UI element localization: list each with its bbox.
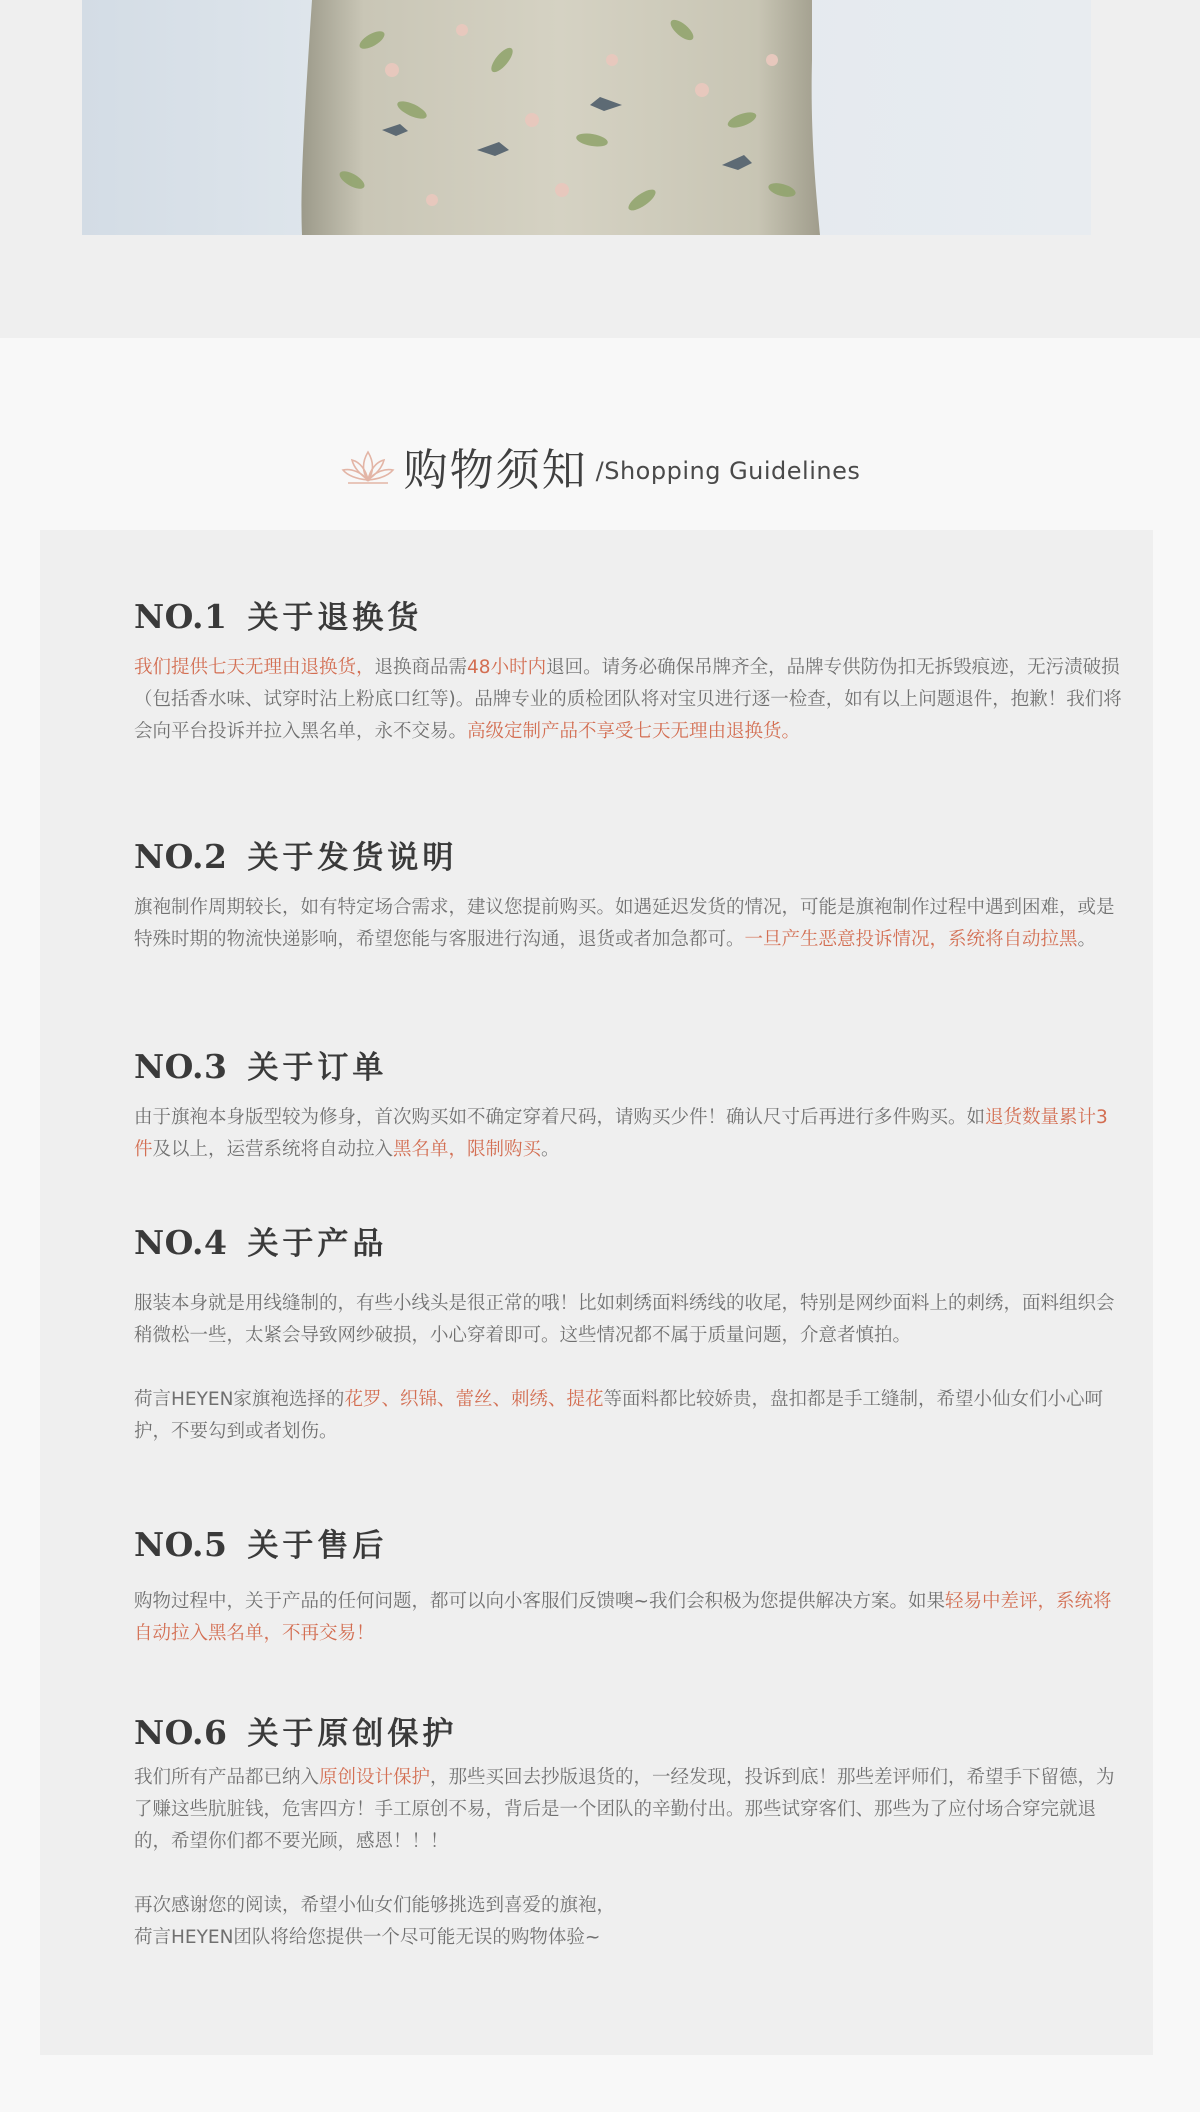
section-heading [134,1520,1124,1566]
highlight-text: 我们提供七天无理由退换货， [134,657,375,678]
section-heading [134,1218,1124,1264]
highlight-text: 花罗、织锦、蕾丝、刺绣、提花 [344,1389,604,1410]
section-title: 关于订单 [247,1050,388,1086]
body-text: 。 [541,1139,560,1160]
section-title: 关于退换货 [247,600,423,636]
body-text: ，那些买回去抄版退货的，一经发现，投诉到底！那些差评师们，希望手下留德，为了赚这些肮脏钱，危害四方！手工原创不易，背后是一个团队的辛勤付出。那些试穿客们、那些为了应付场合穿完就退的，希望你们都不要光顾，感恩！！！ [134,1767,1115,1852]
body-text: 等面料都比较娇贵，盘扣都是手工缝制，希望小仙女们小心呵护，不要勾到或者划伤。 [134,1389,1103,1442]
section-heading [134,1708,1124,1754]
section-title: 关于售后 [247,1528,388,1564]
body-text: 购物过程中，关于产品的任何问题，都可以向小客服们反馈噢~我们会积极为您提供解决方案。如果 [134,1591,946,1612]
section-number: NO.2 [134,837,228,876]
highlight-text: 高级定制产品不享受七天无理由退换货。 [467,721,801,742]
section-number: NO.1 [134,597,228,636]
section-number: NO.5 [134,1525,228,1564]
highlight-text: 原创设计保护 [319,1767,431,1788]
shopping-guidelines-title [0,436,1200,496]
title-english: /Shopping Guidelines [595,457,861,485]
section-heading [134,592,1124,638]
closing-line: 再次感谢您的阅读，希望小仙女们能够挑选到喜爱的旗袍， [134,1895,616,1916]
section-after-sales [134,1520,1124,1650]
section-number: NO.3 [134,1047,228,1086]
section-text [134,1586,1124,1650]
section-returns [134,592,1124,748]
hero-product-photo [82,0,1091,235]
section-text [134,1384,1124,1448]
section-heading [134,832,1124,878]
section-title: 关于产品 [247,1226,388,1262]
section-shipping [134,832,1124,956]
section-text [134,1288,1124,1352]
section-orders [134,1042,1124,1166]
section-number: NO.4 [134,1223,228,1262]
highlight-text: 退货数量累计3件 [134,1107,1108,1160]
closing-line: 荷言HEYEN团队将给您提供一个尽可能无误的购物体验~ [134,1927,601,1948]
guidelines-panel [40,530,1153,2055]
body-text: 。 [1077,929,1097,950]
body-text: 退换商品需 [374,657,468,678]
section-original-protection [134,1708,1124,1954]
hero-band [0,0,1200,338]
section-text [134,652,1124,748]
body-text: 服装本身就是用线缝制的，有些小线头是很正常的哦！比如刺绣面料绣线的收尾，特别是网纱面料上的刺绣，面料组织会稍微松一些，太紧会导致网纱破损，小心穿着即可。这些情况都不属于质量问题，介意者慎拍。 [134,1293,1115,1346]
section-title: 关于原创保护 [247,1716,458,1752]
body-text: 我们所有产品都已纳入 [134,1767,320,1788]
section-text [134,1762,1124,1858]
body-text: 及以上，运营系统将自动拉入 [152,1139,394,1160]
highlight-text: 48小时内 [467,657,547,678]
body-text: 荷言HEYEN家旗袍选择的 [134,1389,345,1410]
body-text: 旗袍制作周期较长，如有特定场合需求，建议您提前购买。如遇延迟发货的情况，可能是旗袍制作过程中遇到困难，或是特殊时期的物流快递影响，希望您能与客服进行沟通，退货或者加急都可。 [134,897,1115,950]
lotus-icon [340,446,396,486]
section-products [134,1218,1124,1448]
section-title: 关于发货说明 [247,840,458,876]
section-number: NO.6 [134,1713,228,1752]
body-text: 退回。请务必确保吊牌齐全，品牌专供防伪扣无拆毁痕迹，无污渍破损（包括香水味、试穿时沾上粉底口红等)。品牌专业的质检团队将对宝贝进行逐一检查，如有以上问题退件，抱歉！我们将会向平台投诉并拉入黑名单，永不交易。 [134,657,1122,742]
body-text: 由于旗袍本身版型较为修身，首次购买如不确定穿着尺码，请购买少件！确认尺寸后再进行多件购买。如 [134,1107,986,1128]
section-heading [134,1042,1124,1088]
highlight-text: 黑名单，限制购买 [393,1139,542,1160]
title-chinese: 购物须知 [403,445,588,496]
section-text [134,892,1124,956]
highlight-text: 一旦产生恶意投诉情况，系统将自动拉黑 [744,929,1078,950]
highlight-text: 轻易中差评，系统将自动拉入黑名单，不再交易！ [134,1591,1112,1644]
section-text [134,1102,1124,1166]
paragraph-gap [134,1858,1124,1890]
paragraph-gap [134,1352,1124,1384]
